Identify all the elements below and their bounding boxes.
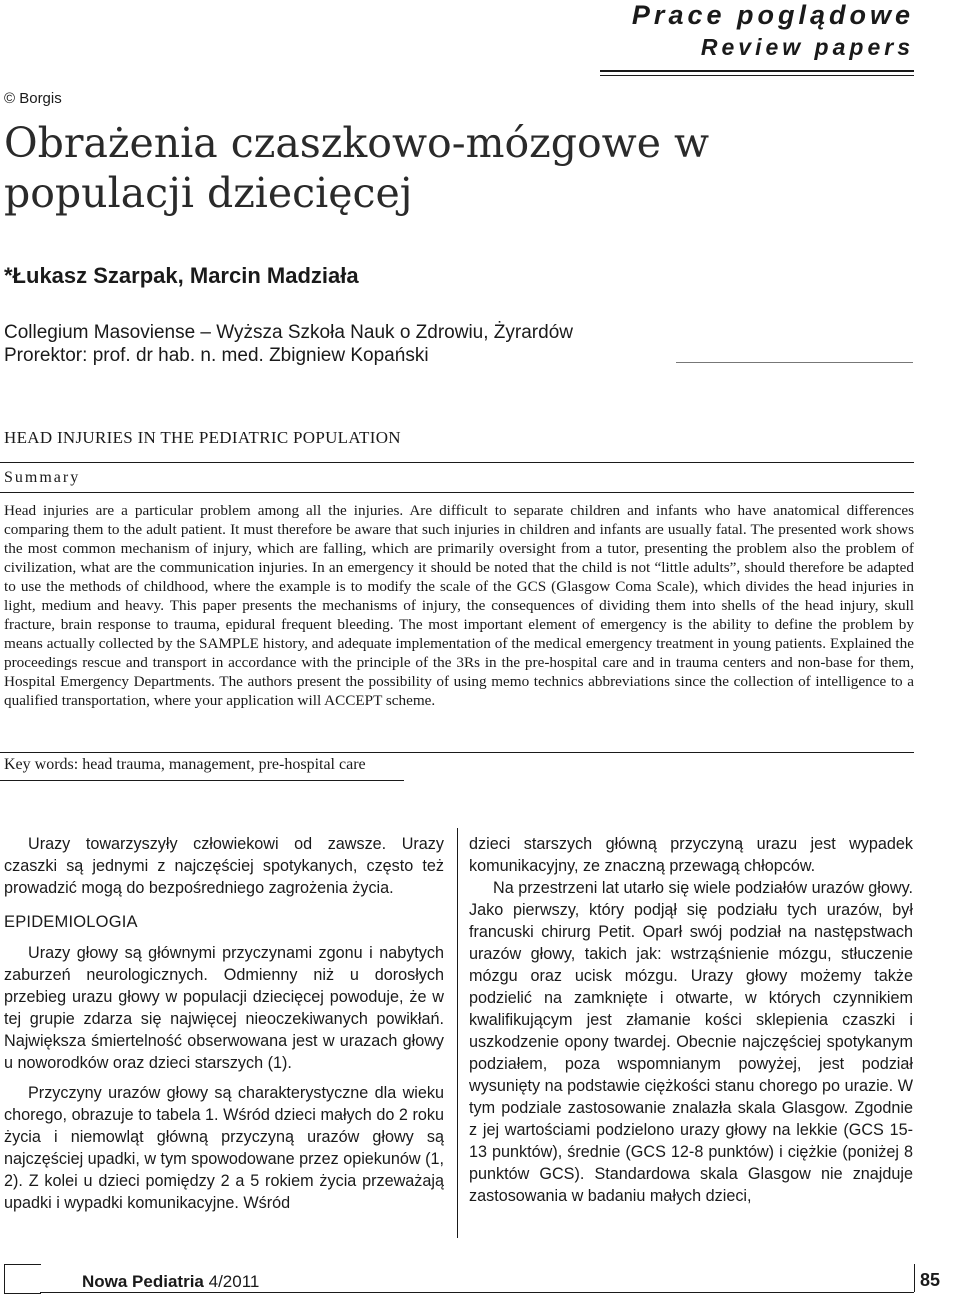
footer-corner-box [4,1264,41,1294]
footer-end-mark [914,1264,915,1292]
abstract-text: Head injuries are a particular problem among all the injuries. Are difficult to separate children and infants who have anatomical differences comparing them to the adult patient. It must therefore be aware that such injuries in children and infants are usually fatal. The presented work shows the most common mechanism of injury, which are falling, which are primarily oversight from a tutor, presenting the problem also the problem of civilization, what are the communication injuries. In an emergency it should be noted that the child is not “little adults”, should therefore be adapted to use the methods of childhood, where the example is to modify the scale of the GCS (Glasgow Coma Scale), which divides the head injuries in light, medium and heavy. This paper presents the mechanisms of injury, the consequences of dividing them into shells of the head injury, skull fracture, brain response to trauma, epidural frequent bleeding. The most important element of emergency is the ability to define the problem by means actually collected by the SAMPLE history, and adequate implementation of the medical emergency treatment in young patients. Explained the proceedings rescue and transport in accordance with the principle of the 3Rs in the pre-hospital care and in trauma centers and non-base for them, Hospital Emergency Departments. The authors present the possibility of using memo technics abbreviations since the collection of intelligence to a qualified transportation, where your application will ACCEPT scheme. [4,502,914,709]
footer-journal [82,1272,259,1292]
header-rule-thin [600,75,914,76]
copyright-notice: © Borgis [4,90,62,107]
summary-bottom-rule [0,492,914,493]
journal-name: Nowa Pediatria [82,1272,204,1291]
keywords-rule [0,752,914,753]
article-title: Obrażenia czaszkowo-mózgowe w populacji dziecięcej [4,119,710,217]
affiliation [4,321,704,367]
body-paragraph: dzieci starszych główną przyczyną urazu jest wypadek komunikacyjny, ze znaczną przewagą chłopców. [469,835,913,875]
body-paragraph: Na przestrzeni lat utarło się wiele podziałów urazów głowy. Jako pierwszy, który podjął się podziału tych urazów, był francuski chirurg Petit. Oparł swój podział na następstwach urazów głowy, takich jak: wstrząśnienie mózgu, stłuczenie mózgu oraz ucisk mózgu. Urazy głowy możemy także podzielić na zamknięte i otwarte, w których czynnikiem kwalifikującym jest złamanie kości sklepienia czaszki i uszkodzenie opony twardej. Obecnie najczęściej spotykanym podziałem, poza wspomnianym powyżej, jest podział wysunięty na podstawie ciężkości stanu chorego po urazie. W tym podziale zastosowanie znalazła skala Glasgow. Zgodnie z jej wartościami podzielono urazy głowy na lekkie (GCS 15-13 punktów), średnie (GCS 12-8 punktów) i ciężkie (poniżej 8 punktów GCS). Standardowa skala Glasgow nie znajduje zastosowania w badaniu małych dzieci, [469,879,913,1205]
keywords-underline [0,780,404,781]
affiliation-line: Collegium Masoviense – Wyższa Szkoła Nauk o Zdrowiu, Żyrardów [4,322,573,343]
keywords: Key words: head trauma, management, pre-hospital care [4,756,366,773]
footer-rule [40,1292,914,1293]
summary-top-rule [0,462,914,463]
body-column-left [4,833,444,1214]
section-heading-epidemiology: EPIDEMIOLOGIA [4,913,138,931]
page-number: 85 [919,1270,940,1290]
body-paragraph: Przyczyny urazów głowy są charakterystyczne dla wieku chorego, obrazuje to tabela 1. Wśród dzieci małych do 2 roku życia i niemowląt główną przyczyną urazów głowy są najczęściej upadki, w tym spowodowane przez opiekunów (1, 2). Z kolei u dzieci pomiędzy 2 a 5 rokiem życia przeważają upadki i wypadki komunikacyjne. Wśród [4,1084,444,1212]
journal-issue: 4/2011 [208,1272,260,1291]
article-authors: *Łukasz Szarpak, Marcin Madziała [4,263,359,288]
header-rule [600,70,914,72]
body-paragraph: Urazy głowy są głównymi przyczynami zgonu i nabytych zaburzeń neurologicznych. Odmienny niż u dorosłych przebieg urazu głowy w populacji dziecięcej powoduje, że w tej grupie zdarza się najwięcej nieoczekiwanych powikłań. Największa śmiertelność obserwowana jest w urazach głowy u noworodków oraz dzieci starszych (1). [4,944,444,1072]
section-label-polish: Prace poglądowe [631,0,914,30]
intro-paragraph: Urazy towarzyszyły człowiekowi od zawsze. Urazy czaszki są jednymi z najczęściej spotykanych, często też prowadzić mogą do bezpośredniego zagrożenia życia. [4,835,444,897]
affiliation-line: Prorektor: prof. dr hab. n. med. Zbigniew Kopański [4,345,429,366]
body-column-right [469,833,913,1207]
column-divider [457,828,458,1238]
section-label-english: Review papers [700,34,914,60]
english-title: HEAD INJURIES IN THE PEDIATRIC POPULATION [4,428,401,447]
affiliation-rule [676,362,913,363]
summary-label: Summary [4,469,81,486]
